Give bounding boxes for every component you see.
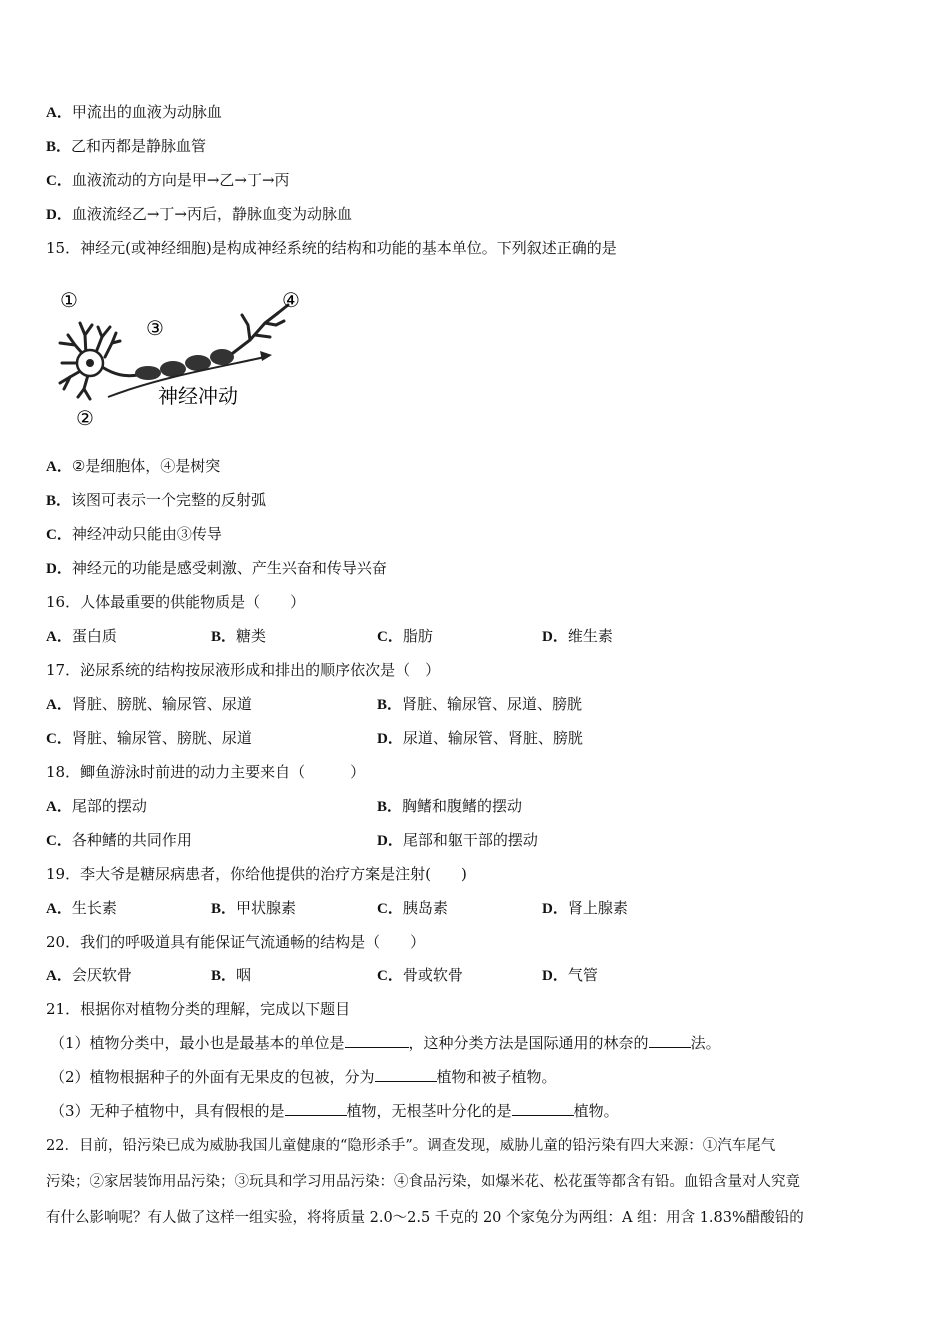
blank-4[interactable] xyxy=(285,1101,347,1116)
q21-sub2: （2）植物根据种子的外面有无果皮的包被，分为 植物和被子植物。 xyxy=(50,1068,557,1086)
q14-option-b: B．乙和丙都是静脉血管 xyxy=(46,137,207,155)
q18-stem: 18．鲫鱼游泳时前进的动力主要来自（ ） xyxy=(46,763,366,781)
arrow-head-icon xyxy=(260,351,272,361)
q18-option-c: C．各种鳍的共同作用 xyxy=(46,831,192,849)
axon-terminal xyxy=(233,305,288,353)
q14-option-d: D．血液流经乙→丁→丙后，静脉血变为动脉血 xyxy=(46,205,352,223)
q16-stem: 16．人体最重要的供能物质是（ ） xyxy=(46,593,306,611)
q17-stem: 17．泌尿系统的结构按尿液形成和排出的顺序依次是（ ） xyxy=(46,661,441,679)
q17-option-c: C．肾脏、输尿管、膀胱、尿道 xyxy=(46,729,252,747)
q20-option-c: C．骨或软骨 xyxy=(377,966,463,984)
q18-option-d: D．尾部和躯干部的摆动 xyxy=(377,831,538,849)
nucleus xyxy=(86,359,94,367)
q18-option-b: B．胸鳍和腹鳍的摆动 xyxy=(377,797,523,815)
blank-5[interactable] xyxy=(512,1101,574,1116)
q22-line-1: 22．目前，铅污染已成为威胁我国儿童健康的“隐形杀手”。调查发现，威胁儿童的铅污染有四大来源：①汽车尾气 xyxy=(46,1138,776,1154)
q20-option-a: A．会厌软骨 xyxy=(46,966,132,984)
q14-option-c: C．血液流动的方向是甲→乙→丁→丙 xyxy=(46,171,290,189)
q18-option-a: A．尾部的摆动 xyxy=(46,797,147,815)
q21-sub1: （1）植物分类中，最小也是最基本的单位是 ，这种分类方法是国际通用的林奈的 法。 xyxy=(50,1034,721,1052)
q21-sub3: （3）无种子植物中，具有假根的是 植物，无根茎叶分化的是 植物。 xyxy=(50,1102,619,1120)
q16-option-d: D．维生素 xyxy=(542,627,613,645)
q19-option-b: B．甲状腺素 xyxy=(211,899,297,917)
axon-hillock xyxy=(102,367,138,376)
q19-stem: 19．李大爷是糖尿病患者，你给他提供的治疗方案是注射( ) xyxy=(46,865,467,883)
label-4: ④ xyxy=(282,288,300,312)
q15-stem: 15．神经元(或神经细胞)是构成神经系统的结构和功能的基本单位。下列叙述正确的是 xyxy=(46,239,617,257)
q16-option-c: C．脂肪 xyxy=(377,627,433,645)
q17-option-b: B．肾脏、输尿管、尿道、膀胱 xyxy=(377,695,583,713)
q16-option-a: A．蛋白质 xyxy=(46,627,117,645)
label-2: ② xyxy=(76,406,94,430)
q17-option-d: D．尿道、输尿管、肾脏、膀胱 xyxy=(377,729,583,747)
label-3: ③ xyxy=(146,316,164,340)
label-1: ① xyxy=(60,288,78,312)
q22-line-2: 污染；②家居装饰用品污染；③玩具和学习用品污染：④食品污染，如爆米花、松花蛋等都含有铅。血铅含量对人究竟 xyxy=(46,1174,800,1190)
blank-3[interactable] xyxy=(375,1067,437,1082)
q19-option-c: C．胰岛素 xyxy=(377,899,448,917)
q19-option-d: D．肾上腺素 xyxy=(542,899,628,917)
q19-option-a: A．生长素 xyxy=(46,899,117,917)
impulse-caption: 神经冲动 xyxy=(158,384,238,408)
q22-line-3: 有什么影响呢？有人做了这样一组实验，将将质量 2.0～2.5 千克的 20 个家兔分为两组：A 组：用含 1.83%醋酸铅的 xyxy=(46,1210,804,1226)
q15-option-c: C．神经冲动只能由③传导 xyxy=(46,525,222,543)
q16-option-b: B．糖类 xyxy=(211,627,267,645)
q20-option-d: D．气管 xyxy=(542,966,598,984)
q20-option-b: B．咽 xyxy=(211,966,252,984)
q15-option-a: A．②是细胞体，④是树突 xyxy=(46,457,221,475)
q21-stem: 21．根据你对植物分类的理解，完成以下题目 xyxy=(46,1000,351,1018)
neuron-figure xyxy=(50,285,315,435)
blank-2[interactable] xyxy=(649,1033,691,1048)
q15-option-b: B．该图可表示一个完整的反射弧 xyxy=(46,491,267,509)
q20-stem: 20．我们的呼吸道具有能保证气流通畅的结构是（ ） xyxy=(46,933,426,951)
q14-option-a: A．甲流出的血液为动脉血 xyxy=(46,103,222,121)
blank-1[interactable] xyxy=(345,1033,409,1048)
q15-option-d: D．神经元的功能是感受刺激、产生兴奋和传导兴奋 xyxy=(46,559,387,577)
q17-option-a: A．肾脏、膀胱、输尿管、尿道 xyxy=(46,695,252,713)
